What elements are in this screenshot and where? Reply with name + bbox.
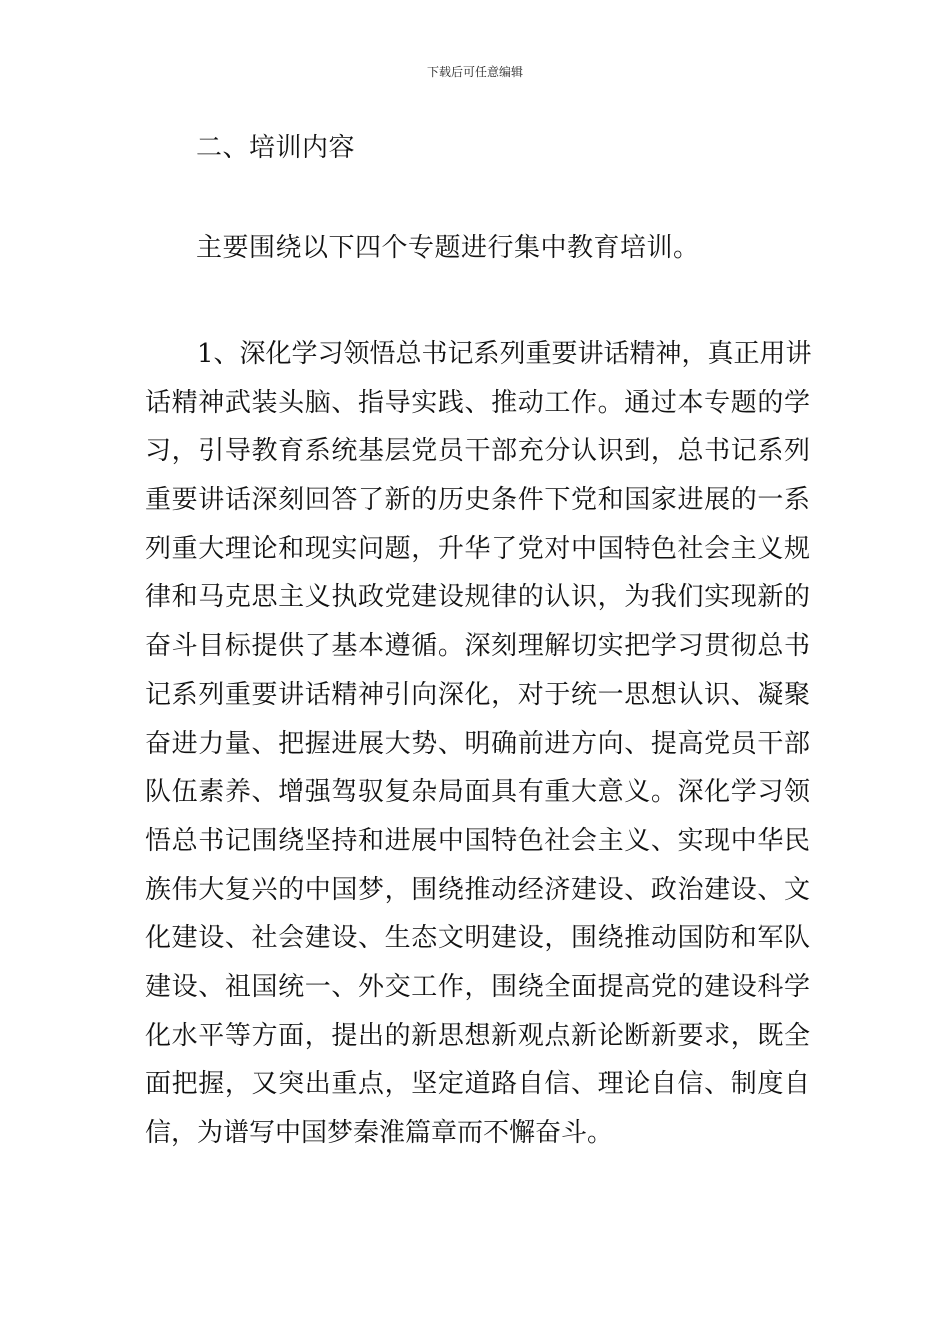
paragraph-line: 话精神武装头脑、指导实践、推动工作。通过本专题的学 <box>145 387 810 418</box>
paragraph-line: 记系列重要讲话精神引向深化，对于统一思想认识、凝聚 <box>145 679 810 710</box>
paragraph-line: 重要讲话深刻回答了新的历史条件下党和国家进展的一系 <box>145 485 810 516</box>
paragraph-line: 律和马克思主义执政党建设规律的认识，为我们实现新的 <box>145 582 810 613</box>
header-note: 下载后可任意编辑 <box>426 65 523 79</box>
paragraph-line: 习，引导教育系统基层党员干部充分认识到，总书记系列 <box>145 436 810 467</box>
paragraph-line: 族伟大复兴的中国梦，围绕推动经济建设、政治建设、文 <box>145 874 810 905</box>
paragraph-line: 1、深化学习领悟总书记系列重要讲话精神，真正用讲 <box>197 339 812 369</box>
body-paragraph <box>145 330 810 1158</box>
section-heading: 二、培训内容 <box>196 133 356 163</box>
paragraph-line: 信，为谱写中国梦秦淮篇章而不懈奋斗。 <box>145 1118 614 1148</box>
paragraph-line: 奋斗目标提供了基本遵循。深刻理解切实把学习贯彻总书 <box>145 631 810 662</box>
paragraph-line: 奋进力量、把握进展大势、明确前进方向、提高党员干部 <box>145 728 810 759</box>
intro-paragraph: 主要围绕以下四个专题进行集中教育培训。 <box>196 233 700 263</box>
paragraph-line: 队伍素养、增强驾驭复杂局面具有重大意义。深化学习领 <box>145 777 810 808</box>
paragraph-line: 悟总书记围绕坚持和进展中国特色社会主义、实现中华民 <box>145 825 810 856</box>
paragraph-line: 面把握，又突出重点，坚定道路自信、理论自信、制度自 <box>145 1069 810 1100</box>
paragraph-line: 化建设、社会建设、生态文明建设，围绕推动国防和军队 <box>145 923 810 954</box>
paragraph-line: 列重大理论和现实问题，升华了党对中国特色社会主义规 <box>145 533 810 564</box>
paragraph-line: 化水平等方面，提出的新思想新观点新论断新要求，既全 <box>145 1020 810 1051</box>
paragraph-line: 建设、祖国统一、外交工作，围绕全面提高党的建设科学 <box>145 971 810 1002</box>
